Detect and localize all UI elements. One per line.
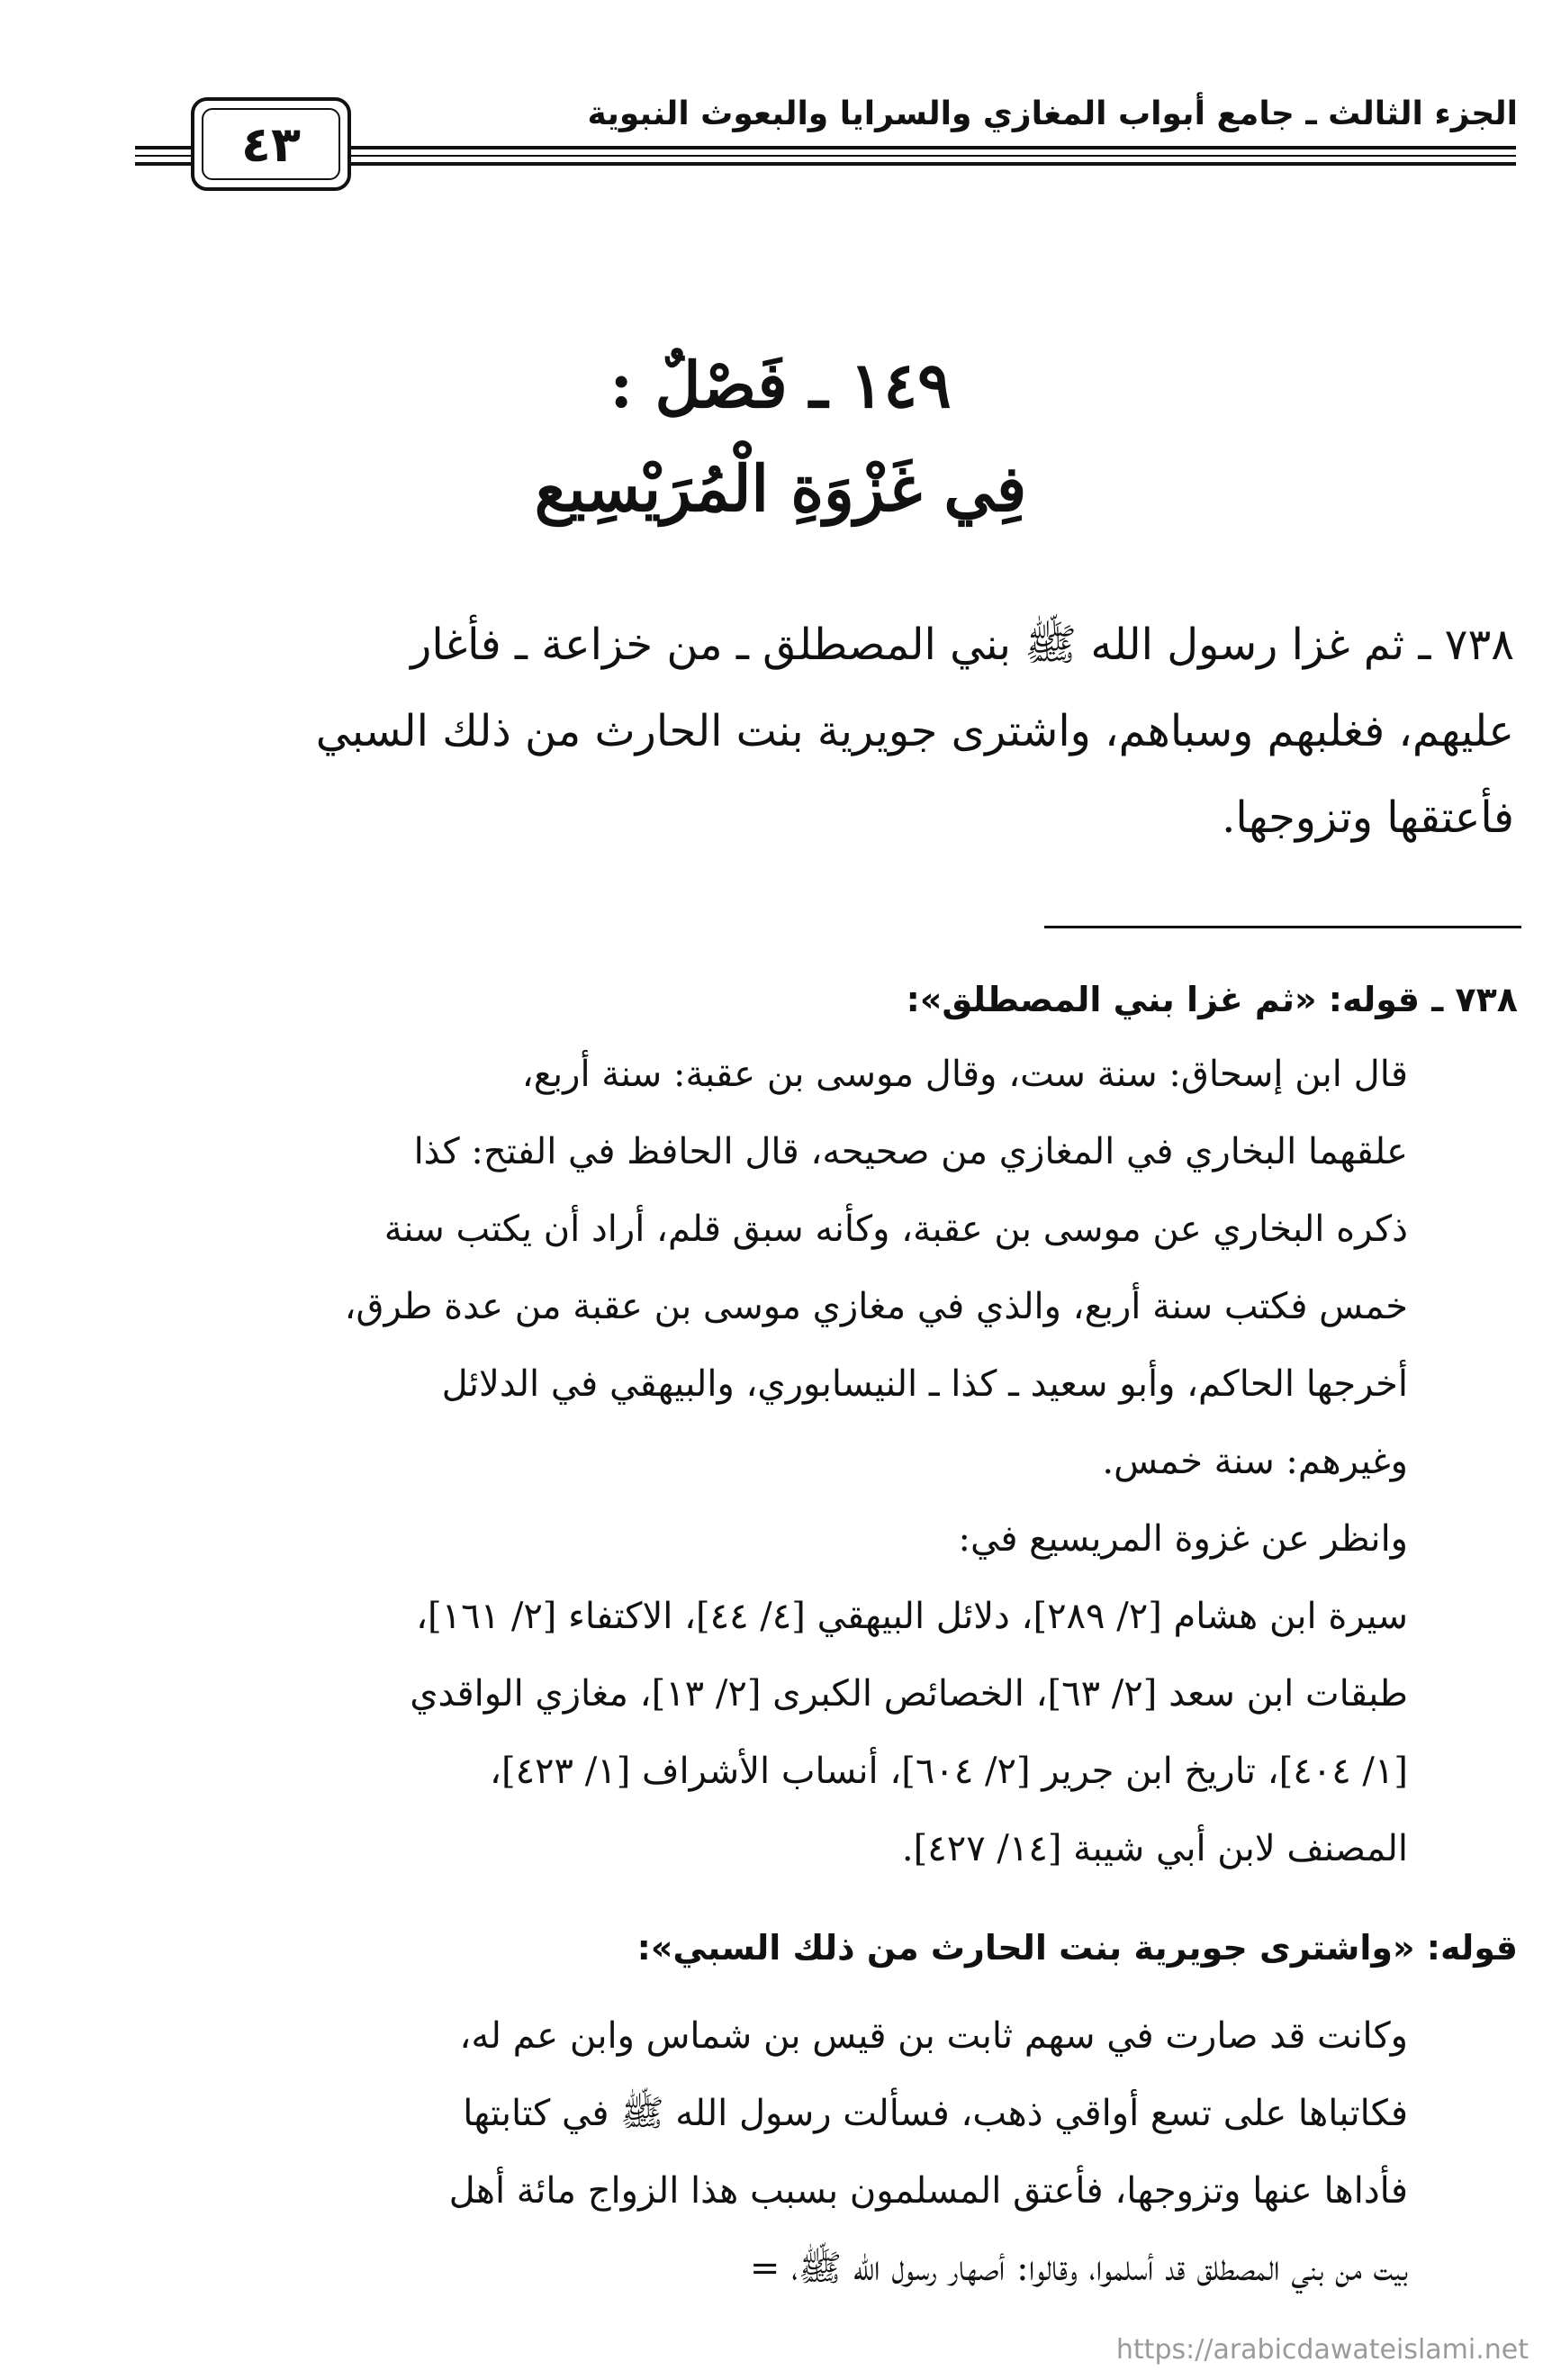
main-text-line: عليهم، فغلبهم وسباهم، واشترى جويرية بنت الحارث من ذلك السبي [315, 706, 1514, 756]
commentary-line: [١/ ٤٠٤]، تاريخ ابن جرير [٢/ ٦٠٤]، أنساب الأشراف [١/ ٤٢٣]، [490, 1751, 1408, 1792]
commentary-line: المصنف لابن أبي شيبة [١٤/ ٤٢٧]. [901, 1828, 1408, 1869]
commentary-line: ذكره البخاري عن موسى بن عقبة، وكأنه سبق قلم، أراد أن يكتب سنة [383, 1208, 1408, 1250]
commentary-line: فأداها عنها وتزوجها، فأعتق المسلمون بسبب هذا الزواج مائة أهل [448, 2170, 1408, 2212]
watermark-url: https://arabicdawateislami.net [1115, 2334, 1529, 2366]
commentary-line: أخرجها الحاكم، وأبو سعيد ـ كذا ـ النيسابوري، والبيهقي في الدلائل [441, 1363, 1408, 1405]
commentary-line: قال ابن إسحاق: سنة ست، وقال موسى بن عقبة: سنة أربع، [521, 1054, 1408, 1095]
footnote-separator [1044, 926, 1521, 928]
commentary-body [40, 1997, 1408, 2307]
main-text-line: ٧٣٨ ـ ثم غزا رسول الله ﷺ بني المصطلق ـ من خزاعة ـ فأغار [411, 620, 1514, 670]
main-text-block [110, 602, 1514, 861]
commentary-line: وكانت قد صارت في سهم ثابت بن قيس بن شماس وابن عم له، [459, 2015, 1408, 2057]
chapter-subtitle: فِي غَزْوَةِ الْمُرَيْسِيع [534, 451, 1027, 526]
page-number: ٤٣ [202, 108, 340, 180]
running-header-title: الجزء الثالث ـ جامع أبواب المغازي والسرايا والبعوث النبوية [587, 95, 1518, 132]
commentary-line: وانظر عن غزوة المريسيع في: [958, 1518, 1408, 1560]
page-number-frame [191, 97, 351, 191]
commentary-heading: ٧٣٨ ـ قوله: «ثم غزا بني المصطلق»: [906, 980, 1518, 1019]
commentary-line: علقهما البخاري في المغازي من صحيحه، قال الحافظ في الفتح: كذا [413, 1131, 1408, 1172]
commentary-line: سيرة ابن هشام [٢/ ٢٨٩]، دلائل البيهقي [٤/ ٤٤]، الاكتفاء [٢/ ١٦١]، [416, 1596, 1408, 1637]
commentary-line: بيت من بني المصطلق قد أسلموا، وقالوا: أصهار رسول الله ﷺ، = [749, 2248, 1408, 2289]
main-text-line: فأعتقها وتزوجها. [1222, 792, 1514, 843]
commentary-heading: قوله: «واشترى جويرية بنت الحارث من ذلك السبي»: [636, 1928, 1518, 1968]
commentary-line: فكاتباها على تسع أواقي ذهب، فسألت رسول الله ﷺ في كتابتها [463, 2093, 1408, 2134]
commentary-line: خمس فكتب سنة أربع، والذي في مغازي موسى بن عقبة من عدة طرق، [344, 1286, 1408, 1327]
commentary-line: طبقات ابن سعد [٢/ ٦٣]، الخصائص الكبرى [٢/ ١٣]، مغازي الواقدي [410, 1673, 1408, 1715]
commentary-body [40, 1036, 1408, 1887]
chapter-number-heading: ١٤٩ ـ فَصْلٌ : [609, 348, 952, 422]
commentary-line: وغيرهم: سنة خمس. [1102, 1441, 1408, 1482]
